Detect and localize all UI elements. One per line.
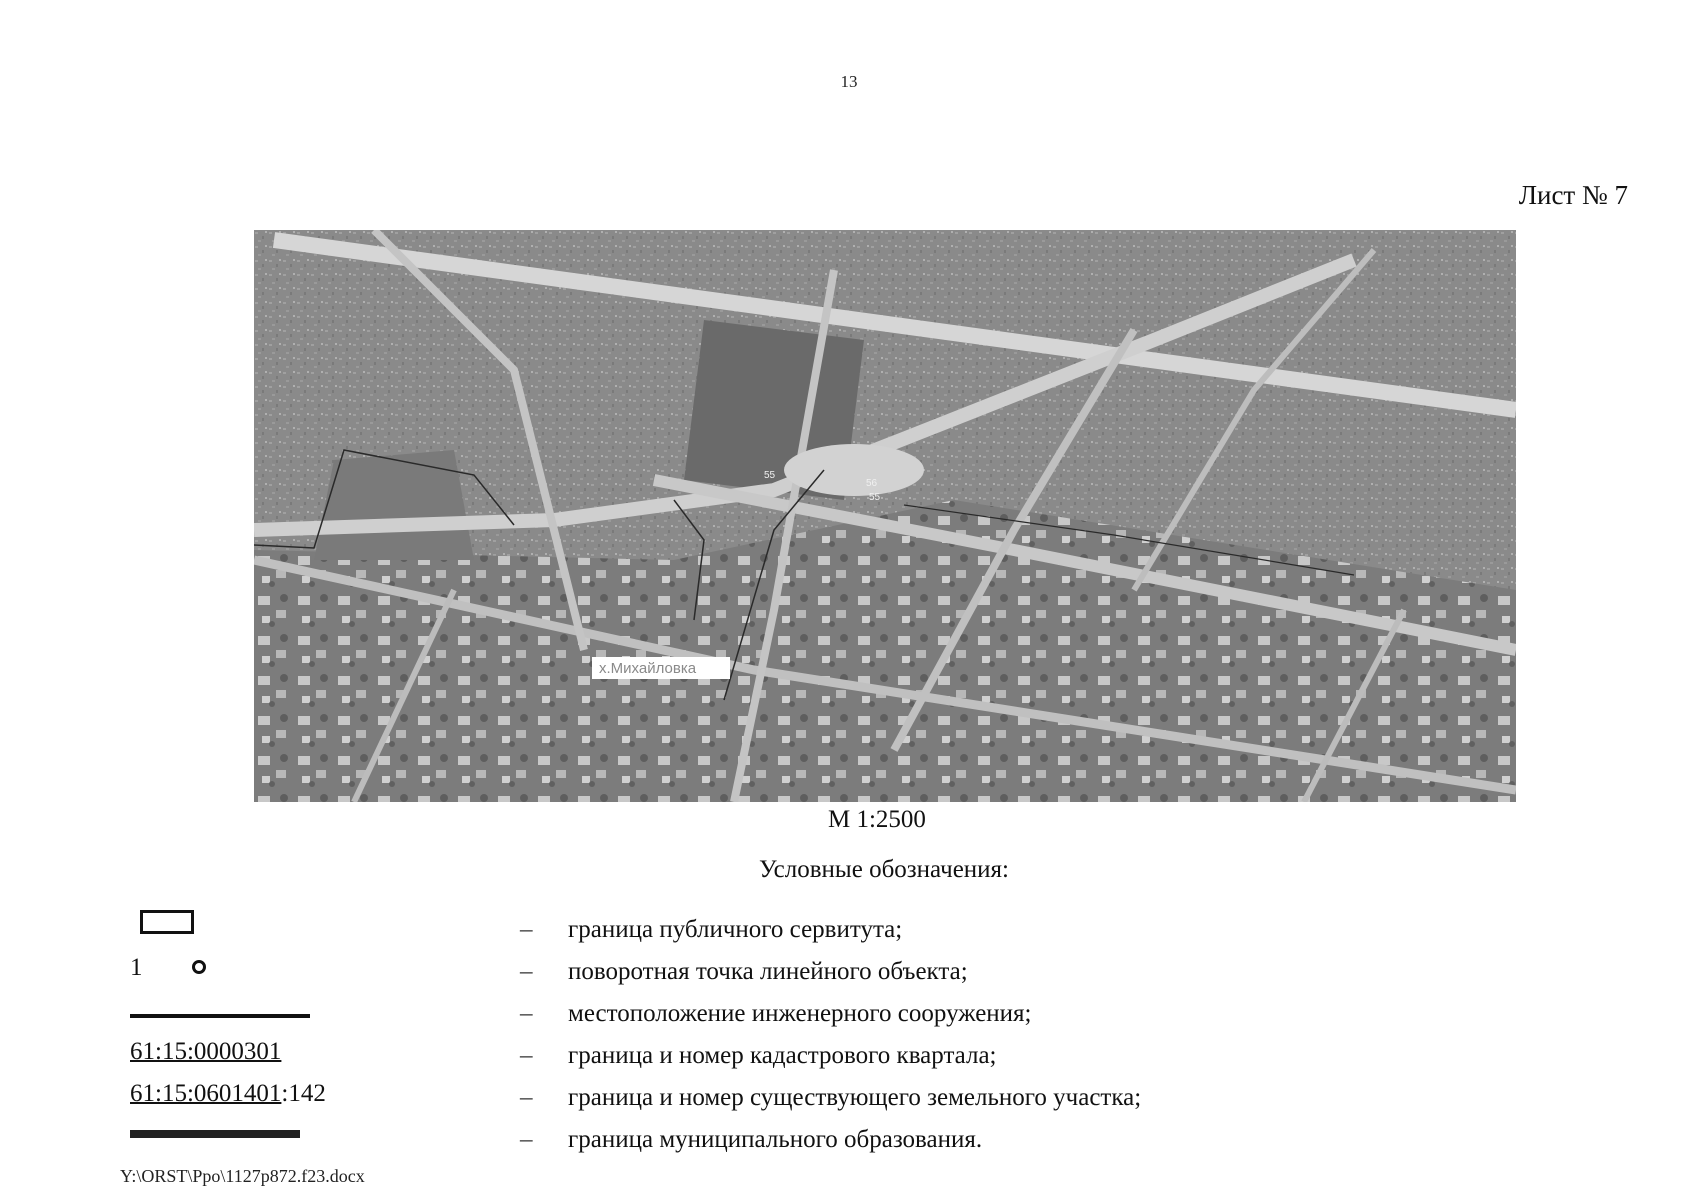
place-label: х.Михайловка xyxy=(599,660,697,677)
legend-item xyxy=(520,956,1420,998)
legend-dash: – xyxy=(520,1084,533,1111)
legend-dash: – xyxy=(520,1126,533,1153)
field-block xyxy=(314,450,474,560)
legend-dash: – xyxy=(520,916,533,943)
legend-title: Условные обозначения: xyxy=(758,856,1010,883)
sheet-label: Лист № 7 xyxy=(1518,180,1628,210)
satellite-map xyxy=(254,230,1516,802)
municipal-boundary-symbol xyxy=(130,1130,300,1138)
legend-dash: – xyxy=(520,958,533,985)
legend-item xyxy=(520,914,1420,956)
legend-dash: – xyxy=(520,1000,533,1027)
legend-item-text: граница публичного сервитута; xyxy=(568,916,903,943)
turning-point-number: 1 xyxy=(130,954,143,981)
map-image xyxy=(254,230,1516,802)
legend-item-text: граница и номер существующего земельного участка; xyxy=(568,1084,1142,1111)
legend-item xyxy=(520,1040,1420,1082)
legend-item xyxy=(520,1124,1420,1166)
legend-item-text: граница муниципального образования. xyxy=(568,1126,983,1153)
map-scale: М 1:2500 xyxy=(828,806,926,833)
legend-item-text: поворотная точка линейного объекта; xyxy=(568,958,968,985)
road-number-label: 55 xyxy=(869,492,881,503)
road-number-label: 56 xyxy=(866,478,878,489)
legend-item xyxy=(520,998,1420,1040)
legend-item xyxy=(520,1082,1420,1124)
land-parcel-symbol xyxy=(130,1080,326,1108)
junction-clearing xyxy=(784,444,924,496)
cadastral-quarter-code: 61:15:0000301 xyxy=(130,1038,282,1065)
land-parcel-suffix: :142 xyxy=(281,1080,326,1107)
page-number: 13 xyxy=(840,72,858,91)
easement-boundary-symbol xyxy=(140,910,194,934)
cadastral-quarter-symbol xyxy=(130,1038,281,1066)
land-parcel-code: 61:15:0601401 xyxy=(130,1080,282,1107)
legend-dash: – xyxy=(520,1042,533,1069)
footer-file-path: Y:\ORST\Ppo\1127p872.f23.docx xyxy=(120,1166,365,1186)
legend-item-text: граница и номер кадастрового квартала; xyxy=(568,1042,997,1069)
legend-item-text: местоположение инженерного сооружения; xyxy=(568,1000,1032,1027)
road-number-label: 55 xyxy=(764,470,776,481)
engineering-structure-symbol xyxy=(130,1014,310,1018)
legend-list xyxy=(520,914,1420,1166)
turning-point-symbol xyxy=(192,960,206,974)
